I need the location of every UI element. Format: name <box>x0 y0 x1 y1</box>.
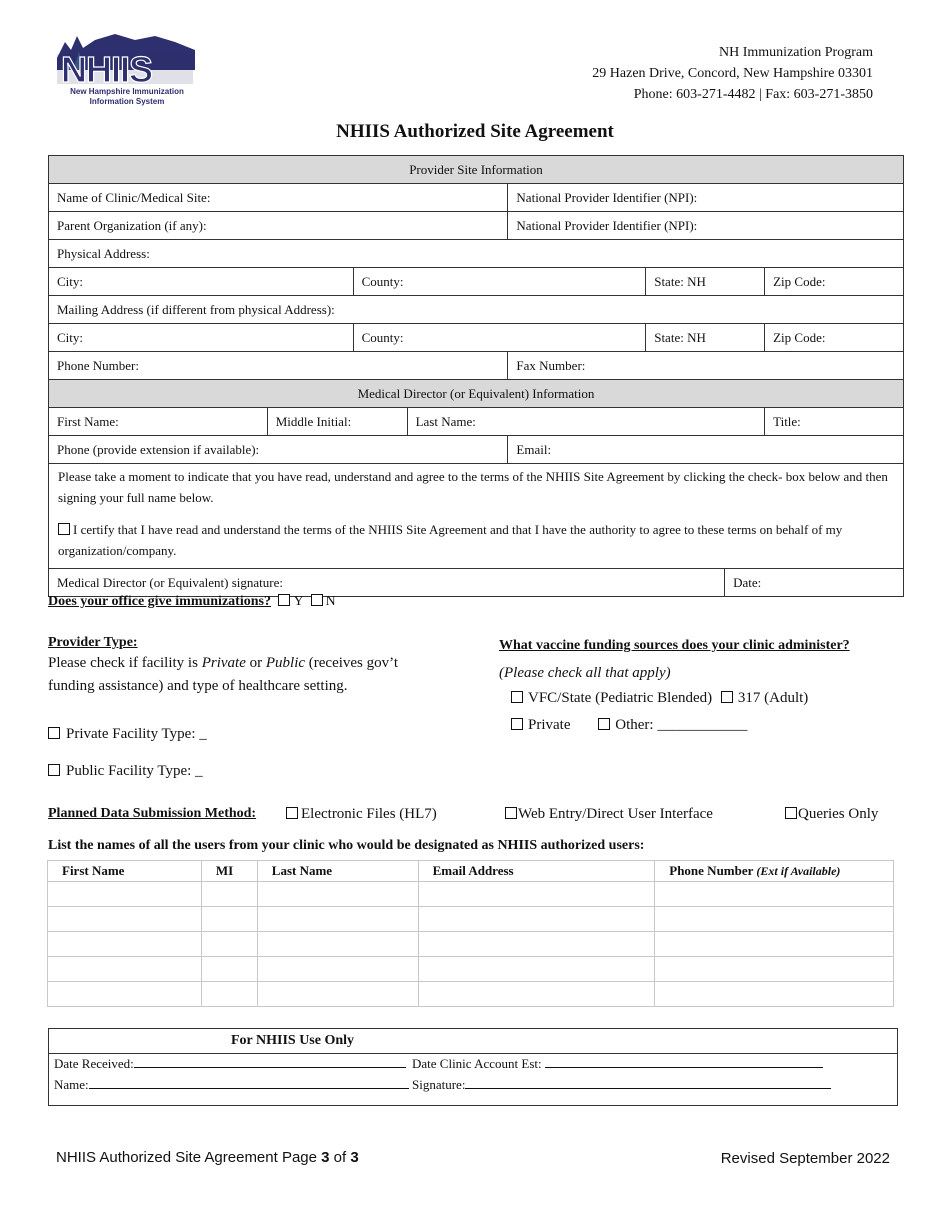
table-cell[interactable] <box>418 932 655 957</box>
office-name-field[interactable] <box>54 1076 409 1093</box>
address-line: 29 Hazen Drive, Concord, New Hampshire 03301 <box>592 66 873 81</box>
private-facility-checkbox[interactable] <box>48 727 60 739</box>
provider-type-private-word: Private <box>201 655 246 671</box>
other-funding-checkbox[interactable] <box>598 718 610 730</box>
office-signature-label: Signature: <box>412 1077 466 1092</box>
electronic-files-label: Electronic Files (HL7) <box>301 806 437 822</box>
county-field[interactable]: County: <box>353 268 646 296</box>
col-phone-label: Phone Number <box>669 863 754 878</box>
footer-of: of <box>329 1149 351 1166</box>
provider-form-table <box>48 155 904 597</box>
npi-field[interactable]: National Provider Identifier (NPI): <box>508 184 904 212</box>
table-cell[interactable] <box>48 907 202 932</box>
immunization-question <box>48 594 336 610</box>
section-medical-director: Medical Director (or Equivalent) Information <box>49 380 904 408</box>
address-line: NH Immunization Program <box>719 45 873 60</box>
provider-type-heading-text: Provider Type: <box>48 635 138 650</box>
immunization-no-checkbox[interactable] <box>311 594 323 606</box>
office-use-title: For NHIIS Use Only <box>231 1033 355 1048</box>
fax-field[interactable]: Fax Number: <box>508 352 904 380</box>
parent-org-field[interactable]: Parent Organization (if any): <box>49 212 508 240</box>
table-cell[interactable] <box>655 907 894 932</box>
table-cell[interactable] <box>257 982 418 1007</box>
address-line: Phone: 603-271-4482 | Fax: 603-271-3850 <box>633 87 873 102</box>
signature-date-field[interactable]: Date: <box>725 569 904 597</box>
users-table-header <box>48 861 894 882</box>
office-name-label: Name: <box>54 1077 89 1092</box>
table-cell[interactable] <box>201 982 257 1007</box>
footer-page-total: 3 <box>350 1149 359 1166</box>
funding-heading <box>499 638 850 654</box>
certify-checkbox[interactable] <box>58 523 70 535</box>
director-email-field[interactable]: Email: <box>508 436 904 464</box>
table-cell[interactable] <box>257 882 418 907</box>
table-row <box>48 957 894 982</box>
svg-text:NHIIS: NHIIS <box>61 49 153 90</box>
phone-field[interactable]: Phone Number: <box>49 352 508 380</box>
date-clinic-account-field[interactable] <box>412 1055 823 1072</box>
317-adult-label: 317 (Adult) <box>737 690 809 706</box>
table-row <box>48 907 894 932</box>
table-cell[interactable] <box>201 957 257 982</box>
table-cell[interactable] <box>48 982 202 1007</box>
table-cell[interactable] <box>48 932 202 957</box>
funding-note: (Please check all that apply) <box>499 665 671 681</box>
public-facility-checkbox[interactable] <box>48 764 60 776</box>
director-phone-field[interactable]: Phone (provide extension if available): <box>49 436 508 464</box>
col-first-name: First Name <box>48 861 202 882</box>
director-title-field[interactable]: Title: <box>765 408 904 436</box>
electronic-files-checkbox[interactable] <box>286 807 298 819</box>
certify-text: I certify that I have read and understand the terms of the NHIIS Site Agreement and that I have the authority to agree to these terms on behalf of my organization/company. <box>58 522 843 558</box>
provider-type-public-word: Public <box>265 655 306 671</box>
state-field[interactable]: State: NH <box>646 268 765 296</box>
private-facility-option <box>48 726 207 743</box>
submission-web-option <box>505 806 713 823</box>
svg-text:Information System: Information System <box>89 97 165 106</box>
immunization-yes-label: Y <box>293 594 304 609</box>
table-cell[interactable] <box>418 957 655 982</box>
program-address <box>592 42 873 105</box>
table-cell[interactable] <box>655 982 894 1007</box>
submission-label-text: Planned Data Submission Method: <box>48 806 257 821</box>
users-heading: List the names of all the users from your clinic who would be designated as NHIIS authorized users: <box>48 838 645 853</box>
table-cell[interactable] <box>48 882 202 907</box>
agreement-section <box>49 464 904 569</box>
director-first-name-field[interactable]: First Name: <box>49 408 268 436</box>
private-funding-checkbox[interactable] <box>511 718 523 730</box>
vfc-checkbox[interactable] <box>511 691 523 703</box>
provider-type-desc-1: Please check if facility is <box>48 655 202 671</box>
immunization-question-label: Does your office give immunizations? <box>48 594 271 609</box>
signature-field[interactable]: Medical Director (or Equivalent) signature: <box>49 569 725 597</box>
web-entry-label: Web Entry/Direct User Interface <box>518 806 713 822</box>
certify-statement <box>58 519 894 561</box>
table-cell[interactable] <box>257 957 418 982</box>
director-last-name-field[interactable]: Last Name: <box>407 408 765 436</box>
provider-type-desc-2: (receives gov’t funding assistance) and type of healthcare setting. <box>48 655 399 694</box>
queries-only-label: Queries Only <box>798 806 879 822</box>
table-cell[interactable] <box>655 882 894 907</box>
city-field[interactable]: City: <box>49 268 354 296</box>
office-use-header <box>49 1029 897 1054</box>
footer-revision: Revised September 2022 <box>720 1150 890 1167</box>
authorized-users-table <box>47 860 894 1007</box>
table-cell[interactable] <box>257 932 418 957</box>
private-facility-label: Private Facility Type: _ <box>66 726 207 742</box>
mailing-address-field[interactable]: Mailing Address (if different from physical Address): <box>49 296 904 324</box>
col-last-name: Last Name <box>257 861 418 882</box>
zip-field[interactable]: Zip Code: <box>765 268 904 296</box>
mailing-state-field[interactable]: State: NH <box>646 324 765 352</box>
table-cell[interactable] <box>48 957 202 982</box>
svg-text:New Hampshire Immunization: New Hampshire Immunization <box>70 87 184 96</box>
date-received-field[interactable] <box>54 1055 406 1072</box>
funding-heading-text: What vaccine funding sources does your clinic administer? <box>499 638 850 653</box>
funding-options-row-1 <box>511 690 808 707</box>
provider-type-heading <box>48 635 138 651</box>
other-funding-label: Other: ____________ <box>615 717 748 733</box>
table-cell[interactable] <box>201 882 257 907</box>
document-title: NHIIS Authorized Site Agreement <box>336 121 614 142</box>
vfc-label: VFC/State (Pediatric Blended) <box>528 690 713 706</box>
section-provider-site: Provider Site Information <box>49 156 904 184</box>
col-phone <box>655 861 894 882</box>
col-mi: MI <box>201 861 257 882</box>
submission-queries-option <box>785 806 878 823</box>
nhiis-logo <box>55 30 200 108</box>
parent-npi-field[interactable]: National Provider Identifier (NPI): <box>508 212 904 240</box>
private-funding-label: Private <box>528 717 571 733</box>
footer-page-info <box>56 1149 359 1166</box>
web-entry-checkbox[interactable] <box>505 807 517 819</box>
funding-options-row-2 <box>511 717 747 734</box>
table-cell[interactable] <box>201 932 257 957</box>
mailing-city-field[interactable]: City: <box>49 324 354 352</box>
mailing-county-field[interactable]: County: <box>353 324 646 352</box>
director-middle-initial-field[interactable]: Middle Initial: <box>267 408 407 436</box>
provider-type-description <box>48 652 438 698</box>
public-facility-label: Public Facility Type: _ <box>66 763 203 779</box>
col-phone-note: (Ext if Available) <box>756 864 841 878</box>
table-cell[interactable] <box>655 932 894 957</box>
footer-page-number: 3 <box>321 1149 330 1166</box>
table-cell[interactable] <box>418 882 655 907</box>
submission-label <box>48 806 256 822</box>
physical-address-field[interactable]: Physical Address: <box>49 240 904 268</box>
agreement-instructions: Please take a moment to indicate that you have read, understand and agree to the terms of the NHIIS Site Agreement by clicking the check- box below and then signing your full name below. <box>58 469 888 505</box>
table-row <box>48 932 894 957</box>
table-row <box>48 882 894 907</box>
mailing-zip-field[interactable]: Zip Code: <box>765 324 904 352</box>
submission-electronic-option <box>286 806 437 823</box>
provider-type-desc-or: or <box>245 655 266 671</box>
office-signature-field[interactable] <box>412 1076 831 1093</box>
317-adult-checkbox[interactable] <box>721 691 733 703</box>
public-facility-option <box>48 763 203 780</box>
table-cell[interactable] <box>257 907 418 932</box>
date-received-label: Date Received: <box>54 1056 134 1071</box>
table-cell[interactable] <box>418 907 655 932</box>
immunization-yes-checkbox[interactable] <box>278 594 290 606</box>
queries-only-checkbox[interactable] <box>785 807 797 819</box>
logo-graphic <box>55 30 200 108</box>
table-cell[interactable] <box>201 907 257 932</box>
table-cell[interactable] <box>655 957 894 982</box>
office-use-box <box>48 1028 898 1106</box>
date-clinic-account-label: Date Clinic Account Est: <box>412 1056 542 1071</box>
table-row <box>48 982 894 1007</box>
immunization-no-label: N <box>325 594 336 609</box>
footer-doc-name: NHIIS Authorized Site Agreement Page <box>56 1149 322 1166</box>
clinic-name-field[interactable]: Name of Clinic/Medical Site: <box>49 184 508 212</box>
col-email: Email Address <box>418 861 655 882</box>
table-cell[interactable] <box>418 982 655 1007</box>
